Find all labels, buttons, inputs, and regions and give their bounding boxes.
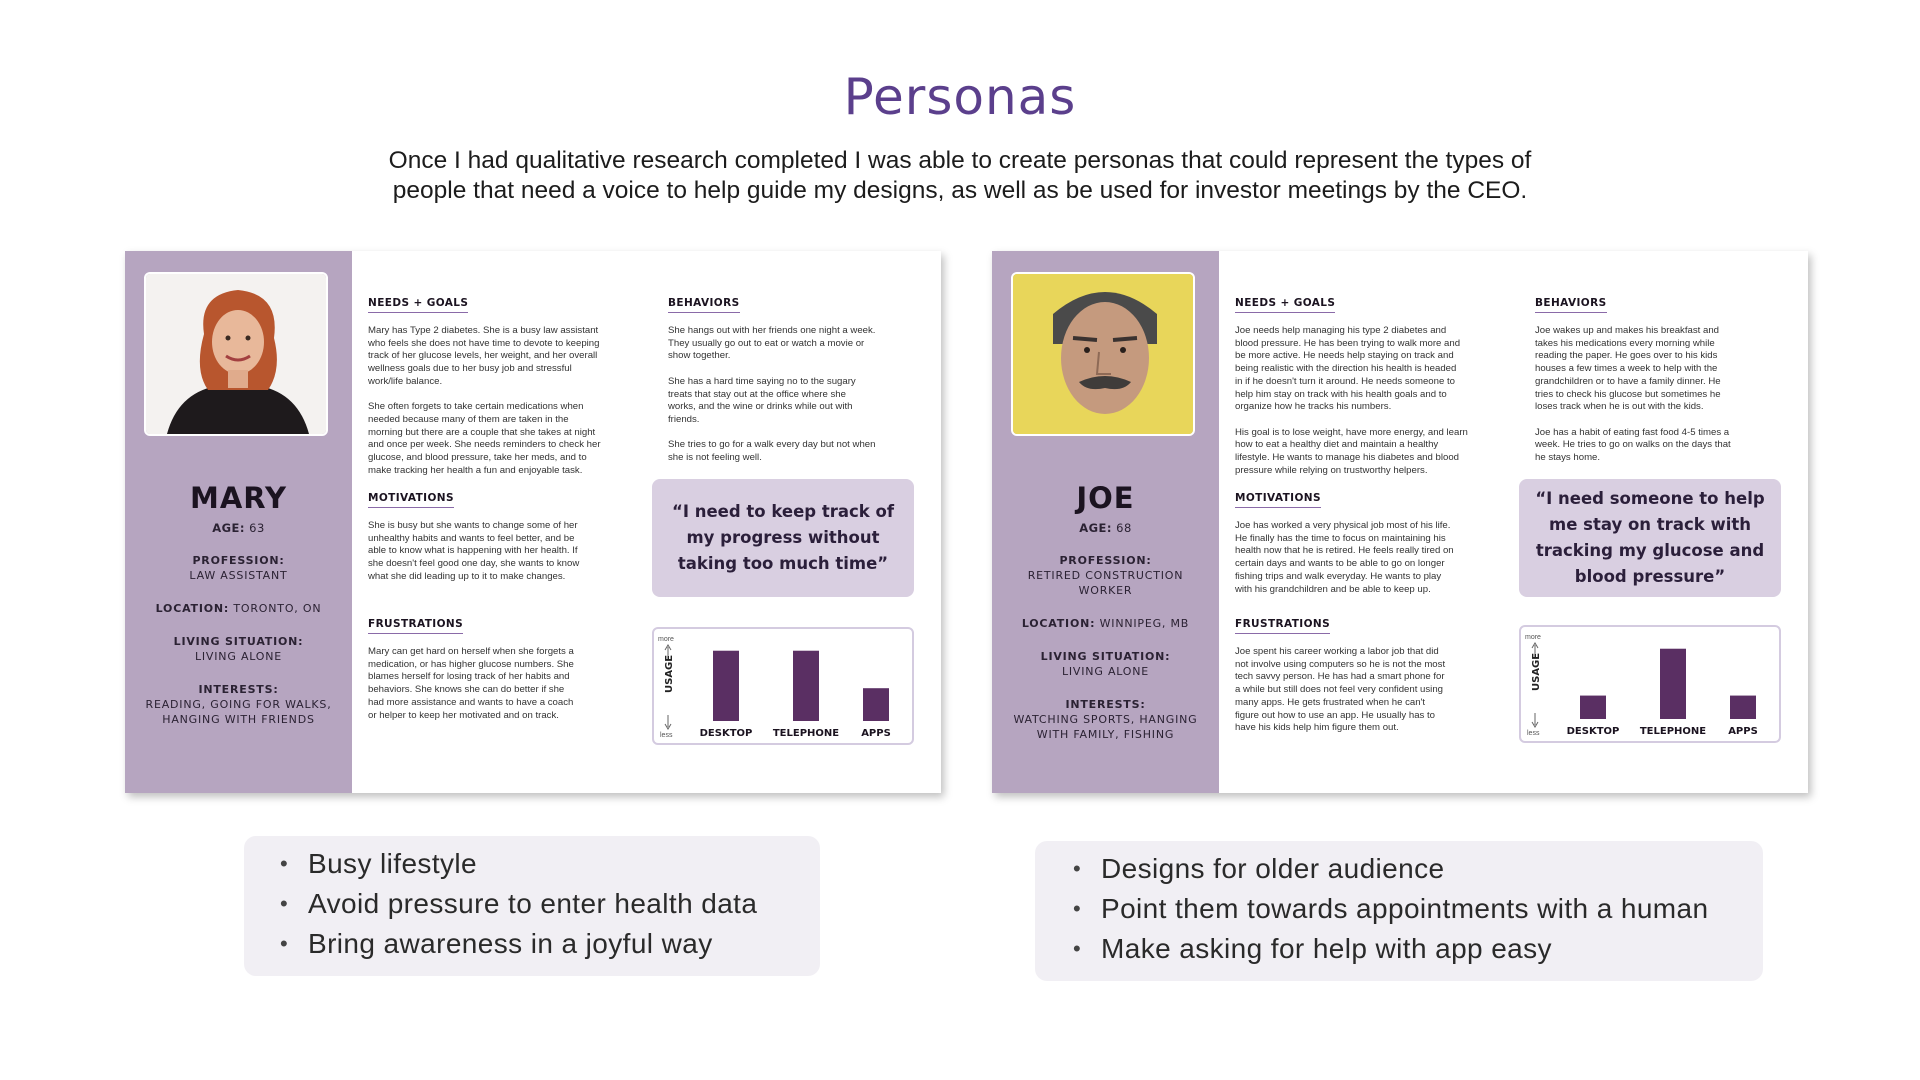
persona-card-mary xyxy=(125,251,941,793)
takeaway-item: • Make asking for help with app easy xyxy=(1069,929,1763,969)
persona-profession: PROFESSION: LAW ASSISTANT xyxy=(189,554,288,582)
takeaways-joe xyxy=(1035,841,1763,981)
takeaway-item: • Bring awareness in a joyful way xyxy=(276,924,820,964)
category-label: DESKTOP xyxy=(699,728,753,739)
intro-line-2: people that need a voice to help guide my designs, as well as be used for investor meetings by the CEO. xyxy=(392,177,1528,204)
persona-sidebar xyxy=(125,251,352,793)
takeaway-item: • Busy lifestyle xyxy=(276,844,820,884)
persona-living: LIVING SITUATION: LIVING ALONE xyxy=(173,635,304,663)
frustrations-text: Joe spent his career working a labor job that did not involve using computers so he is not the most tech savvy person. He has had a smart phone for a while but still does not feel very confident using many apps. He gets frustrated when he can't figure out how to use an app. He usually has to have his kids help him figure them out. xyxy=(1235,646,1446,734)
persona-interests: INTERESTS: WATCHING SPORTS, HANGING WITH FAMILY, FISHING xyxy=(1013,698,1198,741)
bar-telephone xyxy=(793,651,819,721)
behaviors-heading: BEHAVIORS xyxy=(668,297,740,313)
axis-top-label: more xyxy=(658,636,674,643)
persona-living: LIVING SITUATION: LIVING ALONE xyxy=(1040,650,1171,678)
portrait-photo-icon xyxy=(144,272,328,436)
bar-desktop xyxy=(713,651,739,721)
persona-quote: “I need to keep track of my progress without taking too much time” xyxy=(652,479,914,597)
motivations-heading: MOTIVATIONS xyxy=(1235,492,1321,508)
motivations-heading: MOTIVATIONS xyxy=(368,492,454,508)
persona-location: LOCATION: TORONTO, ON xyxy=(155,602,322,615)
usage-chart-svg xyxy=(654,629,912,743)
persona-age: AGE: 63 xyxy=(212,521,265,535)
bar-telephone xyxy=(1660,649,1686,719)
page-title: Personas xyxy=(843,68,1077,126)
bar-apps xyxy=(863,688,889,721)
needs-heading: NEEDS + GOALS xyxy=(368,297,468,313)
usage-chart-svg xyxy=(1521,627,1779,741)
category-label: APPS xyxy=(1728,726,1758,737)
persona-profession: PROFESSION: RETIRED CONSTRUCTION WORKER xyxy=(1027,554,1184,597)
takeaway-item: • Point them towards appointments with a human xyxy=(1069,889,1763,929)
takeaway-item: • Avoid pressure to enter health data xyxy=(276,884,820,924)
takeaway-item: • Designs for older audience xyxy=(1069,849,1763,889)
takeaways-mary xyxy=(244,836,820,976)
usage-chart xyxy=(1519,625,1781,743)
persona-name: MARY xyxy=(189,481,288,515)
bar-desktop xyxy=(1580,696,1606,719)
frustrations-text: Mary can get hard on herself when she forgets a medication, or has higher glucose numbers. She blames herself for losing track of her habits and behaviors. She knows she can do better if she had more assistance and wants to have a coach or helper to keep her motivated and on track. xyxy=(368,646,574,721)
frustrations-heading: FRUSTRATIONS xyxy=(368,618,463,634)
category-label: APPS xyxy=(861,728,891,739)
needs-heading: NEEDS + GOALS xyxy=(1235,297,1335,313)
behaviors-text: Joe wakes up and makes his breakfast and takes his medications every morning while reading the paper. He goes over to his kids houses a few times a week to help with the grandchildren or to have a family dinner. He tries to check his glucose but sometimes he loses track when he is out with the kids. Joe has a habit of eating fast food 4-5 times a week. He tries to go on walks on the days that he stays home. xyxy=(1535,325,1731,464)
needs-text: Mary has Type 2 diabetes. She is a busy law assistant who feels she does not have time to devote to keeping track of her glucose levels, her weight, and her overall wellness goals due to her busy job and stressful work/life balance. She often forgets to take certain medications when needed because many of them are taken in the morning but there are a couple that she takes at night and once per week. She needs reminders to check her glucose, and blood pressure, take her meds, and to make tracking her health a fun and enjoyable task. xyxy=(368,325,601,476)
axis-bottom-label: less xyxy=(1527,730,1540,737)
motivations-text: Joe has worked a very physical job most of his life. He finally has the time to focus on maintaining his health now that he is retired. He feels really tired on certain days and wants to be able to go on longer fishing trips and walk everyday. He wants to play with his grandchildren and be able to keep up. xyxy=(1235,520,1454,595)
persona-name: JOE xyxy=(1076,481,1135,515)
persona-interests: INTERESTS: READING, GOING FOR WALKS, HANGING WITH FRIENDS xyxy=(145,683,332,726)
axis-bottom-label: less xyxy=(660,732,673,739)
bar-apps xyxy=(1730,696,1756,719)
y-axis-label: USAGE xyxy=(664,654,675,693)
behaviors-heading: BEHAVIORS xyxy=(1535,297,1607,313)
portrait-photo-icon xyxy=(1011,272,1195,436)
frustrations-heading: FRUSTRATIONS xyxy=(1235,618,1330,634)
category-label: TELEPHONE xyxy=(772,728,840,739)
category-label: TELEPHONE xyxy=(1639,726,1707,737)
motivations-text: She is busy but she wants to change some of her unhealthy habits and wants to feel better, and be able to know what is happening with her health. If she doesn't feel good one day, she wants to know what she did leading up to it to make changes. xyxy=(368,520,580,582)
persona-location: LOCATION: WINNIPEG, MB xyxy=(1021,617,1190,630)
behaviors-text: She hangs out with her friends one night a week. They usually go out to eat or watch a movie or show together. She has a hard time saying no to the sugary treats that stay out at the office where she works, and the wine or drinks while out with friends. She tries to go for a walk every day but not when she is not feeling well. xyxy=(668,325,876,464)
axis-top-label: more xyxy=(1525,634,1541,641)
persona-card-joe xyxy=(992,251,1808,793)
persona-sidebar xyxy=(992,251,1219,793)
needs-text: Joe needs help managing his type 2 diabetes and blood pressure. He has been trying to walk more and be more active. He needs help staying on track and being realistic with the direction his health is headed in if he doesn't turn it around. He needs someone to help him stay on track with his health goals and to organize how he tracks his numbers. His goal is to lose weight, have more energy, and learn how to eat a healthy diet and maintain a healthy lifestyle. He wants to manage his diabetes and blood pressure while relying on trustworthy helpers. xyxy=(1235,325,1468,476)
persona-age: AGE: 68 xyxy=(1079,521,1132,535)
category-label: DESKTOP xyxy=(1566,726,1620,737)
usage-chart xyxy=(652,627,914,745)
persona-quote: “I need someone to help me stay on track with tracking my glucose and blood pressure” xyxy=(1519,479,1781,597)
intro-line-1: Once I had qualitative research completed I was able to create personas that could represent the types of xyxy=(388,147,1532,174)
y-axis-label: USAGE xyxy=(1531,652,1542,691)
intro-text xyxy=(300,146,1620,206)
